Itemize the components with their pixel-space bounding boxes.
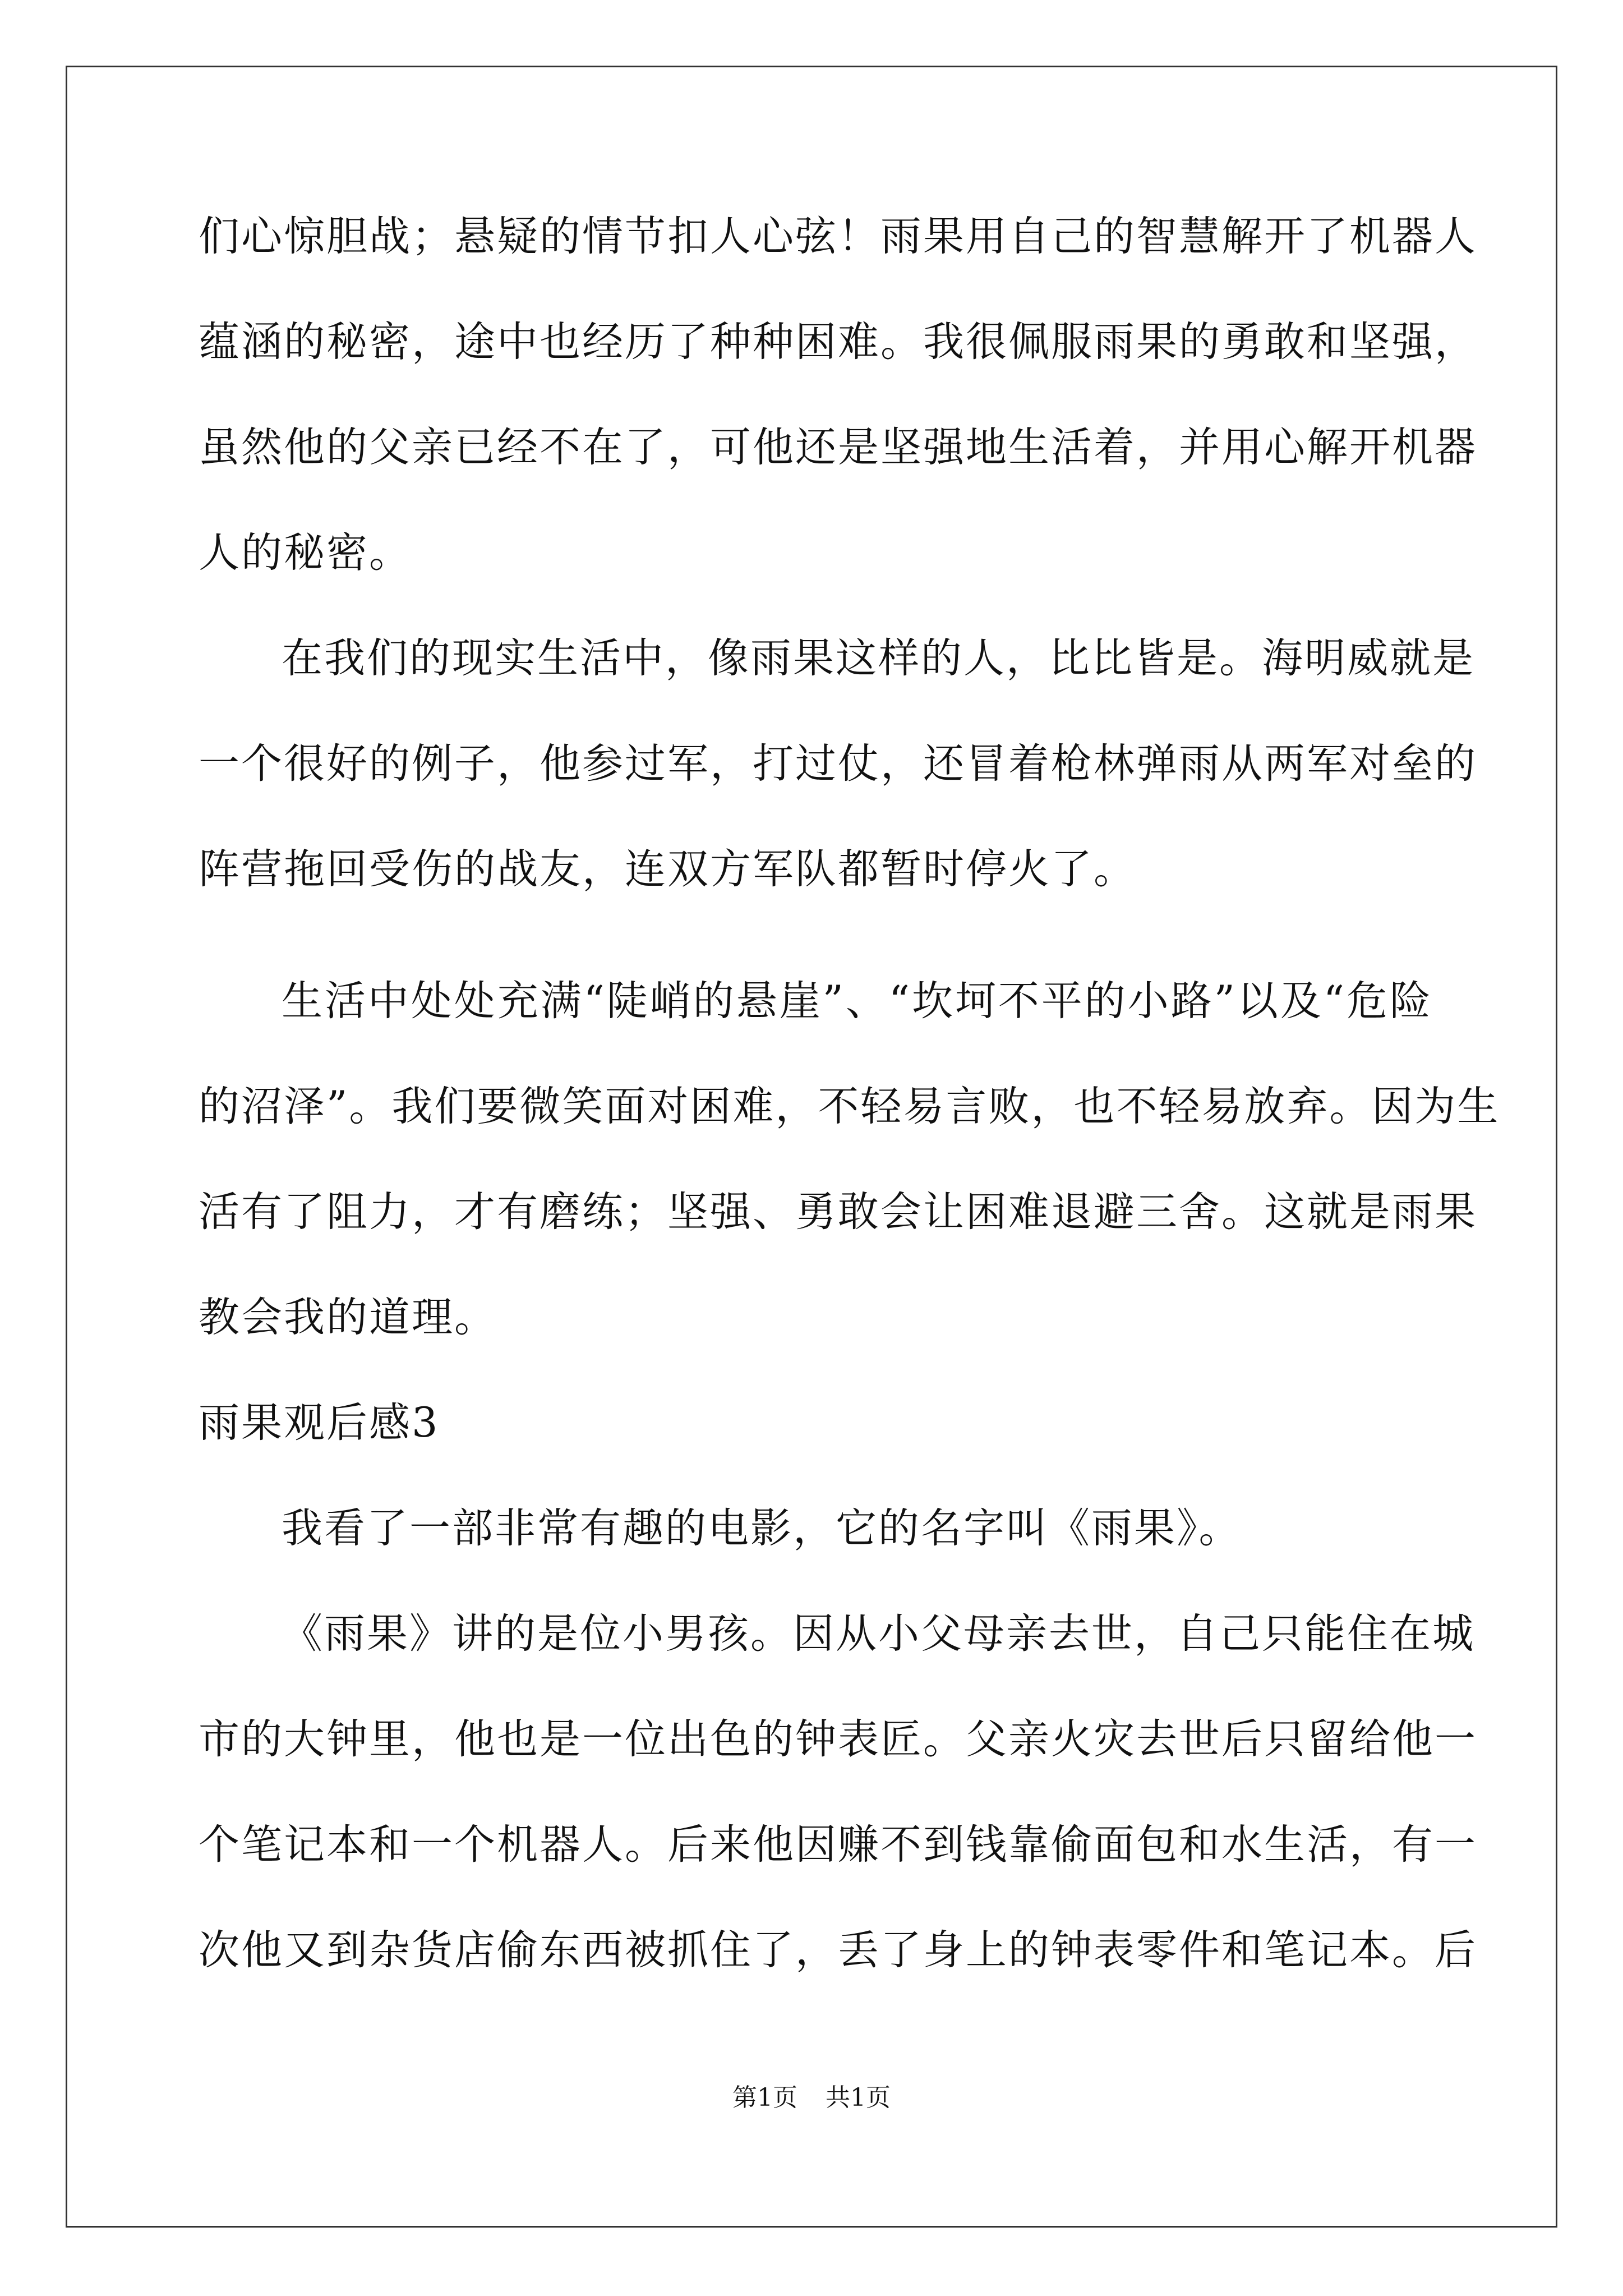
paragraph-line: 人的秘密。 [199, 529, 412, 577]
section-heading: 雨果观后感3 [199, 1399, 440, 1447]
paragraph-line: 一个很好的例子，他参过军，打过仗，还冒着枪林弹雨从两军对垒的 [199, 740, 1477, 788]
paragraph-line: 个笔记本和一个机器人。后来他因赚不到钱靠偷面包和水生活，有一 [199, 1821, 1477, 1869]
paragraph-line: 虽然他的父亲已经不在了，可他还是坚强地生活着，并用心解开机器 [199, 424, 1477, 471]
paragraph-line: 阵营拖回受伤的战友，连双方军队都暂时停火了。 [199, 845, 1136, 893]
paragraph-line: 市的大钟里，他也是一位出色的钟表匠。父亲火灾去世后只留给他一 [199, 1715, 1477, 1763]
page-footer [0, 2081, 1623, 2115]
paragraph-line: 的沼泽”。我们要微笑面对困难，不轻易言败，也不轻易放弃。因为生 [199, 1083, 1500, 1130]
paragraph-line: 活有了阻力，才有磨练；坚强、勇敢会让困难退避三舍。这就是雨果 [199, 1188, 1477, 1236]
page-total: 共1页 [826, 2083, 891, 2112]
paragraph-line: 次他又到杂货店偷东西被抓住了，丢了身上的钟表零件和笔记本。后 [199, 1926, 1477, 1974]
paragraph-line: 们心惊胆战；悬疑的情节扣人心弦！雨果用自己的智慧解开了机器人 [199, 213, 1477, 260]
paragraph-line: 《雨果》讲的是位小男孩。因从小父母亲去世，自己只能住在城 [282, 1610, 1475, 1658]
paragraph-line: 我看了一部非常有趣的电影，它的名字叫《雨果》。 [282, 1504, 1242, 1552]
page-number: 第1页 [732, 2083, 797, 2112]
paragraph-line: 在我们的现实生活中，像雨果这样的人，比比皆是。海明威就是 [282, 634, 1475, 682]
paragraph-line: 生活中处处充满“陡峭的悬崖”、“坎坷不平的小路”以及“危险 [282, 977, 1432, 1025]
paragraph-line: 蕴涵的秘密，途中也经历了种种困难。我很佩服雨果的勇敢和坚强， [199, 318, 1477, 366]
page-border [66, 66, 1557, 2228]
paragraph-line: 教会我的道理。 [199, 1294, 497, 1341]
